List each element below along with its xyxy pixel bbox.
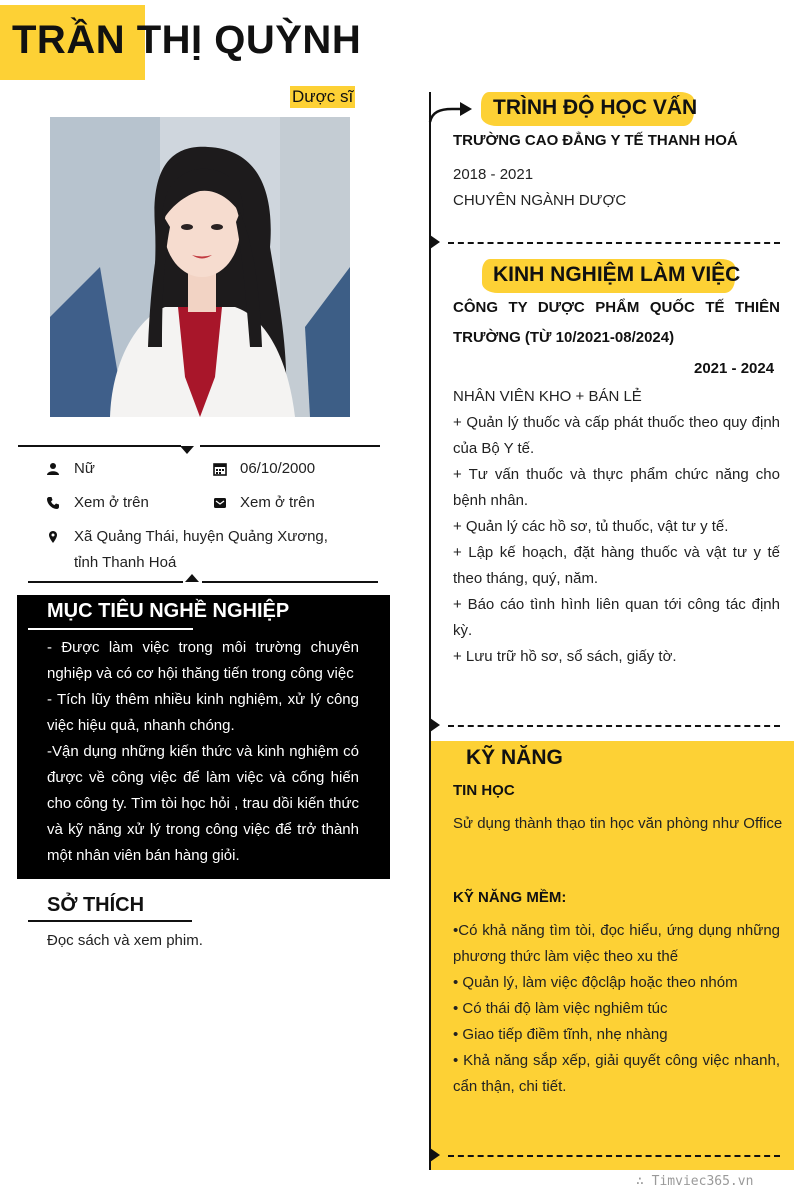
hobbies-title: SỞ THÍCH [47,894,145,916]
skills-title: KỸ NĂNG [466,746,563,769]
skills-soft-line: • Có thái độ làm việc nghiêm túc [453,1000,668,1017]
email-value: Xem ở trên [240,494,315,511]
experience-duty-line: bệnh nhân. [453,492,529,509]
skills-soft-line: • Giao tiếp điềm tĩnh, nhẹ nhàng [453,1026,668,1043]
profile-photo [50,117,350,417]
objective-line: việc hiệu quả, nhanh chóng. [47,717,235,734]
objective-line: - Được làm việc trong môi trường chuyên [47,639,359,656]
watermark: ∴ Timviec365.vn [636,1174,754,1189]
experience-duty-line: kỳ. [453,622,473,639]
skills-soft-line: • Quản lý, làm việc độclập hoặc theo nhóm [453,974,738,991]
divider-arrow-down-icon [180,446,194,454]
phone-icon [46,496,60,510]
skills-soft-line: •Có khả năng tìm tòi, đọc hiểu, ứng dụng những [453,922,780,939]
skills-soft-line: cẩn thận, chi tiết. [453,1078,567,1095]
address-line-2: tỉnh Thanh Hoá [74,554,177,571]
candidate-name: TRẦN THỊ QUỲNH [12,18,362,62]
experience-company-line: CÔNG TY DƯỢC PHẨM QUỐC TẾ THIÊN [453,299,780,316]
experience-duty-line: của Bộ Y tế. [453,440,535,457]
experience-duty-line: + Tư vấn thuốc và thực phẩm chức năng cho [453,466,780,483]
skills-soft-line: phương thức làm việc theo xu thế [453,948,679,965]
contact-bottom-divider-left [28,581,183,583]
timeline-line [429,92,431,1170]
experience-duty-line: + Báo cáo tình hình liên quan tới công tác định [453,596,780,613]
education-title: TRÌNH ĐỘ HỌC VẤN [493,96,698,119]
timeline-marker-icon [430,718,440,732]
skills-it-title: TIN HỌC [453,782,515,799]
divider-arrow-up-icon [185,574,199,582]
hobbies-text: Đọc sách và xem phim. [47,932,203,949]
objective-line: một nhân viên bán hàng giỏi. [47,847,240,864]
section-divider [448,725,780,727]
calendar-icon [213,462,227,476]
objective-line: -Vận dụng những kiến thức và kinh nghiệm có [47,743,359,760]
skills-it-text: Sử dụng thành thạo tin học văn phòng như Office [453,815,783,832]
timeline-marker-icon [430,1148,440,1162]
experience-duty-line: + Quản lý thuốc và cấp phát thuốc theo quy định [453,414,780,431]
skills-soft-title: KỸ NĂNG MỀM: [453,889,567,906]
experience-duty-line: theo tháng, quý, năm. [453,570,599,587]
contact-top-divider-left [18,445,181,447]
address-line-1: Xã Quảng Thái, huyện Quảng Xương, [74,528,328,545]
experience-company-line: TRƯỜNG (TỪ 10/2021-08/2024) [453,329,675,346]
gender-value: Nữ [74,460,95,477]
timeline-marker-icon [430,235,440,249]
user-icon [46,462,60,476]
objective-title: MỤC TIÊU NGHỀ NGHIỆP [47,600,290,622]
education-major: CHUYÊN NGÀNH DƯỢC [453,192,627,209]
experience-title: KINH NGHIỆM LÀM VIỆC [493,263,741,286]
objective-line: được về công việc để làm việc và cống hiến [47,769,359,786]
skills-soft-line: • Khả năng sắp xếp, giải quyết công việc nhanh, [453,1052,780,1069]
objective-title-underline [28,628,193,630]
objective-line: - Tích lũy thêm nhiều kinh nghiệm, xử lý công [47,691,359,708]
phone-value: Xem ở trên [74,494,149,511]
experience-position: NHÂN VIÊN KHO + BÁN LẺ [453,388,642,405]
hobbies-title-underline [28,920,192,922]
contact-top-divider-right [200,445,380,447]
envelope-icon [213,496,227,510]
portrait-illustration [50,117,350,417]
experience-duty-line: + Lưu trữ hồ sơ, sổ sách, giấy tờ. [453,648,677,665]
experience-duty-line: + Lập kế hoạch, đặt hàng thuốc và vật tư y tế [453,544,780,561]
objective-line: nghiệp và có cơ hội thăng tiến trong công việc [47,665,354,682]
education-period: 2018 - 2021 [453,166,534,183]
objective-line: và kỹ năng xử lý trong công việc để trở thành [47,821,359,838]
experience-period: 2021 - 2024 [694,360,775,377]
map-pin-icon [46,530,60,544]
section-divider [448,1155,780,1157]
birthday-value: 06/10/2000 [240,460,316,477]
contact-bottom-divider-right [202,581,378,583]
section-divider [448,242,780,244]
objective-line: cho công ty. Tìm tòi học hỏi , trau dồi kiến thức [47,795,359,812]
education-school: TRƯỜNG CAO ĐẲNG Y TẾ THANH HOÁ [453,132,738,149]
job-title: Dược sĩ [292,87,354,106]
experience-duty-line: + Quản lý các hồ sơ, tủ thuốc, vật tư y tế. [453,518,729,535]
timeline-arrow-icon [428,98,474,124]
